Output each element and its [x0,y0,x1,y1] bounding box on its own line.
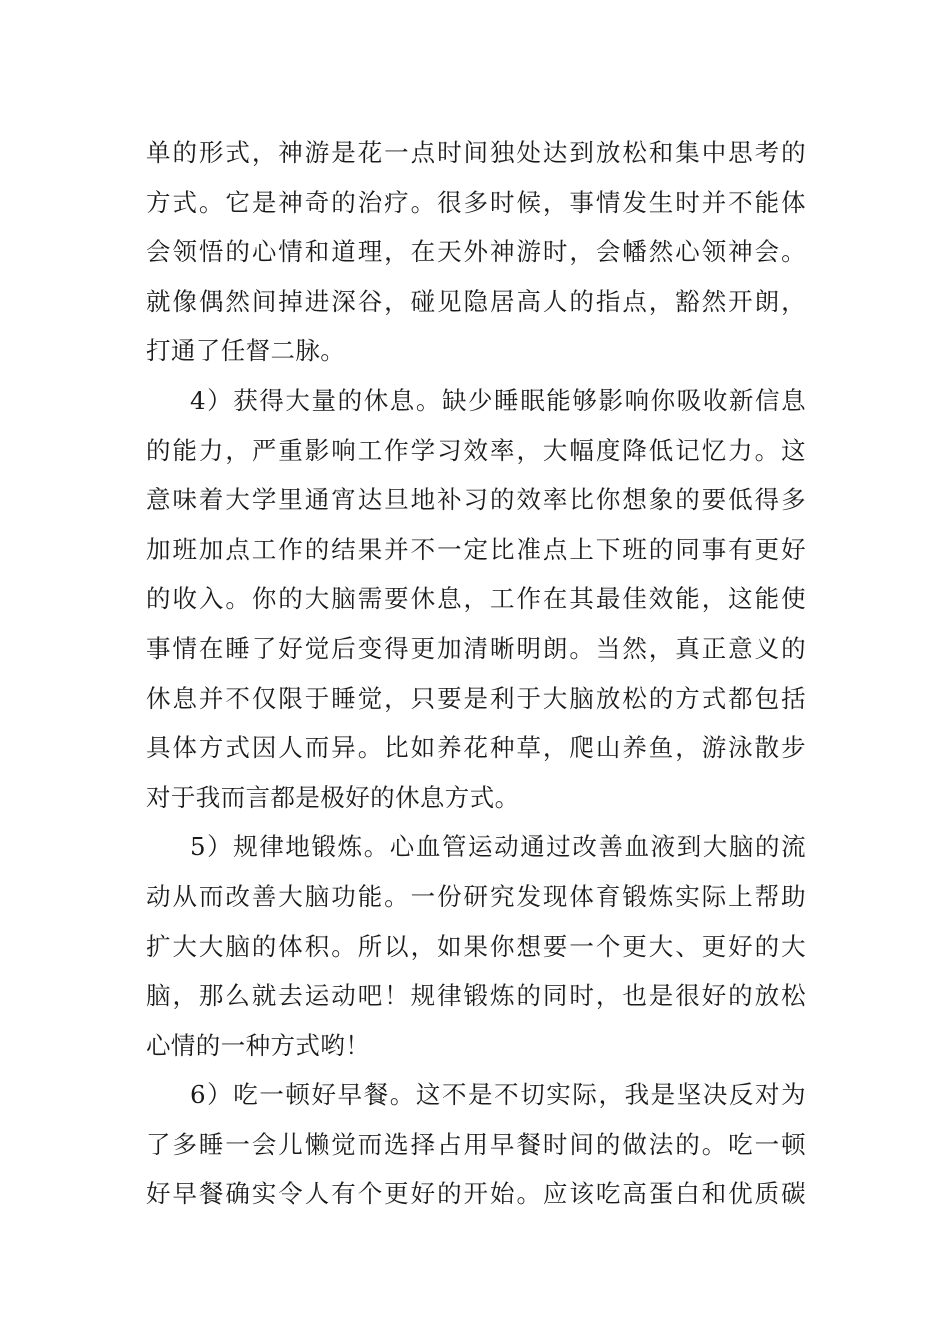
text-line: 方式。它是神奇的治疗。很多时候，事情发生时并不能体 [146,187,806,217]
text-line: 意味着大学里通宵达旦地补习的效率比你想象的要低得多 [146,485,806,515]
text-line: 4）获得大量的休息。缺少睡眠能够影响你吸收新信息 [190,385,806,415]
text-line: 事情在睡了好觉后变得更加清晰明朗。当然，真正意义的 [146,633,806,663]
text-line: 会领悟的心情和道理，在天外神游时，会幡然心领神会。 [146,237,806,267]
text-line: 单的形式，神游是花一点时间独处达到放松和集中思考的 [146,138,806,167]
text-line: 了多睡一会儿懒觉而选择占用早餐时间的做法的。吃一顿 [146,1129,806,1159]
document-page [146,128,806,1219]
text-line: 心情的一种方式哟！ [146,1030,371,1060]
text-line: 加班加点工作的结果并不一定比准点上下班的同事有更好 [146,534,806,564]
text-line: 具体方式因人而异。比如养花种草，爬山养鱼，游泳散步 [146,733,806,763]
paragraph-exercise [146,822,806,1070]
text-line: 打通了任督二脉。 [146,336,346,366]
paragraph-continued [146,128,806,376]
text-line: 5）规律地锻炼。心血管运动通过改善血液到大脑的流 [190,832,806,862]
paragraph-rest [146,376,806,822]
text-line: 动从而改善大脑功能。一份研究发现体育锻炼实际上帮助 [146,881,806,911]
text-line: 的能力，严重影响工作学习效率，大幅度降低记忆力。这 [146,435,806,465]
text-line: 就像偶然间掉进深谷，碰见隐居高人的指点，豁然开朗， [146,286,806,316]
text-line: 的收入。你的大脑需要休息，工作在其最佳效能，这能使 [146,584,806,614]
text-line: 脑，那么就去运动吧！规律锻炼的同时，也是很好的放松 [146,981,806,1011]
text-line: 对于我而言都是极好的休息方式。 [146,782,520,812]
text-line: 好早餐确实令人有个更好的开始。应该吃高蛋白和优质碳 [146,1179,806,1209]
text-line: 扩大大脑的体积。所以，如果你想要一个更大、更好的大 [146,931,806,961]
paragraph-breakfast [146,1070,806,1219]
text-line: 6）吃一顿好早餐。这不是不切实际，我是坚决反对为 [190,1080,806,1110]
text-line: 休息并不仅限于睡觉，只要是利于大脑放松的方式都包括 [146,683,806,713]
